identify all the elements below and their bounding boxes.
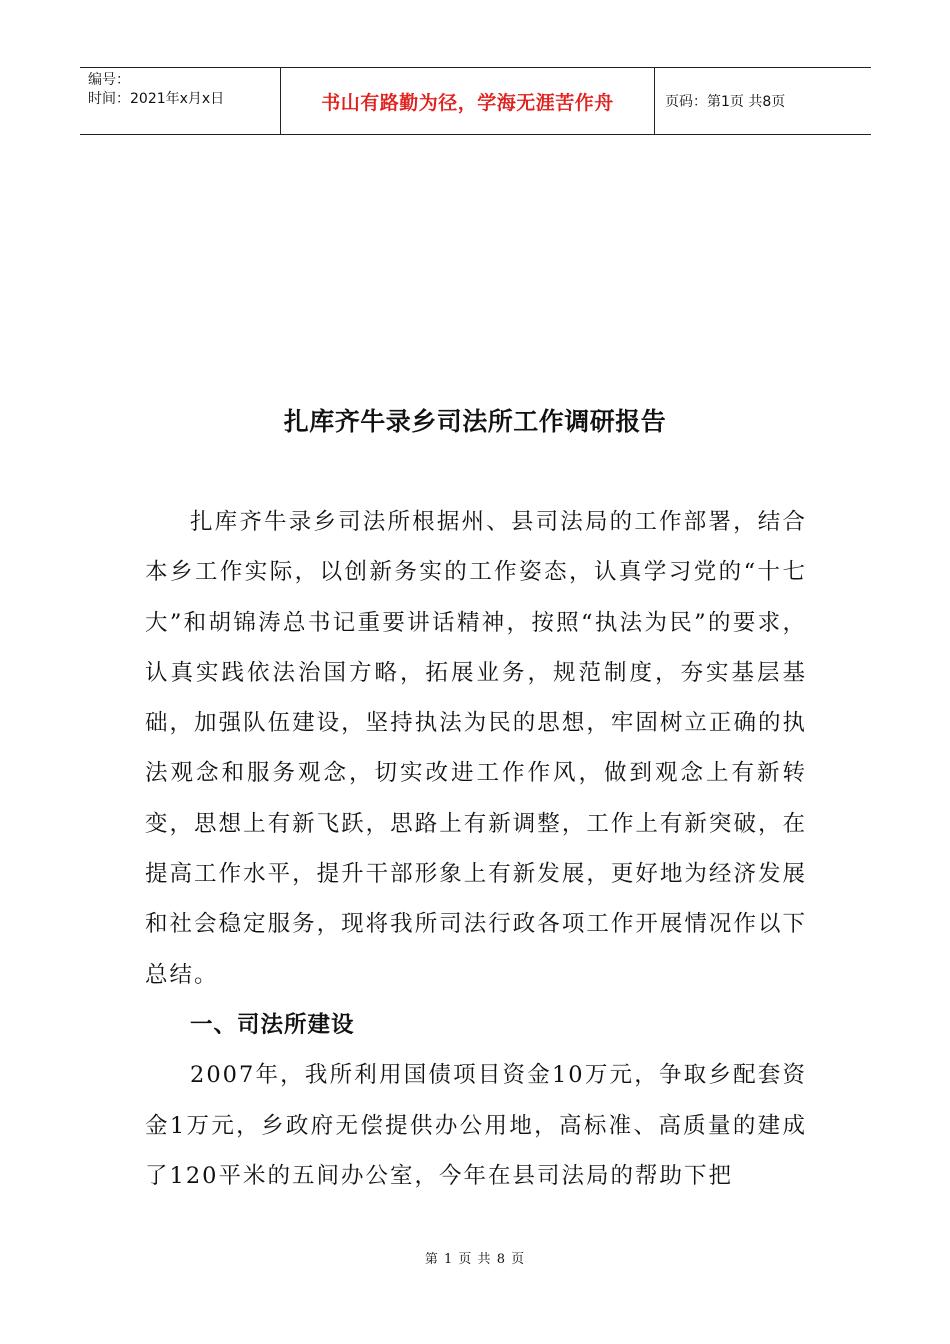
header-meta-cell bbox=[80, 68, 281, 134]
section-heading: 一、司法所建设 bbox=[190, 1011, 355, 1038]
code-label: 编号： bbox=[88, 72, 130, 88]
document-header bbox=[80, 67, 871, 135]
section-paragraph: 2007年，我所利用国债项目资金10万元，争取乡配套资金1万元，乡政府无偿提供办公用地，高标准、高质量的建成了120平米的五间办公室，今年在县司法局的帮助下把 bbox=[145, 1062, 807, 1189]
header-page-info: 页码：第1页 共8页 bbox=[665, 94, 786, 110]
document-body bbox=[145, 497, 807, 1201]
document-title: 扎库齐牛录乡司法所工作调研报告 bbox=[283, 407, 667, 436]
time-label: 时间：2021年x月x日 bbox=[88, 91, 225, 107]
header-motto: 书山有路勤为径，学海无涯苦作舟 bbox=[281, 68, 655, 134]
page-footer: 第 1 页 共 8 页 bbox=[424, 1252, 526, 1267]
intro-paragraph: 扎库齐牛录乡司法所根据州、县司法局的工作部署，结合本乡工作实际，以创新务实的工作姿态，认真学习党的“十七大”和胡锦涛总书记重要讲话精神，按照“执法为民”的要求，认真实践依法治国方略，拓展业务，规范制度，夯实基层基础，加强队伍建设，坚持执法为民的思想，牢固树立正确的执法观念和服务观念，切实改进工作作风，做到观念上有新转变，思想上有新飞跃，思路上有新调整，工作上有新突破，在提高工作水平，提升干部形象上有新发展，更好地为经济发展和社会稳定服务，现将我所司法行政各项工作开展情况作以下总结。 bbox=[145, 509, 807, 988]
